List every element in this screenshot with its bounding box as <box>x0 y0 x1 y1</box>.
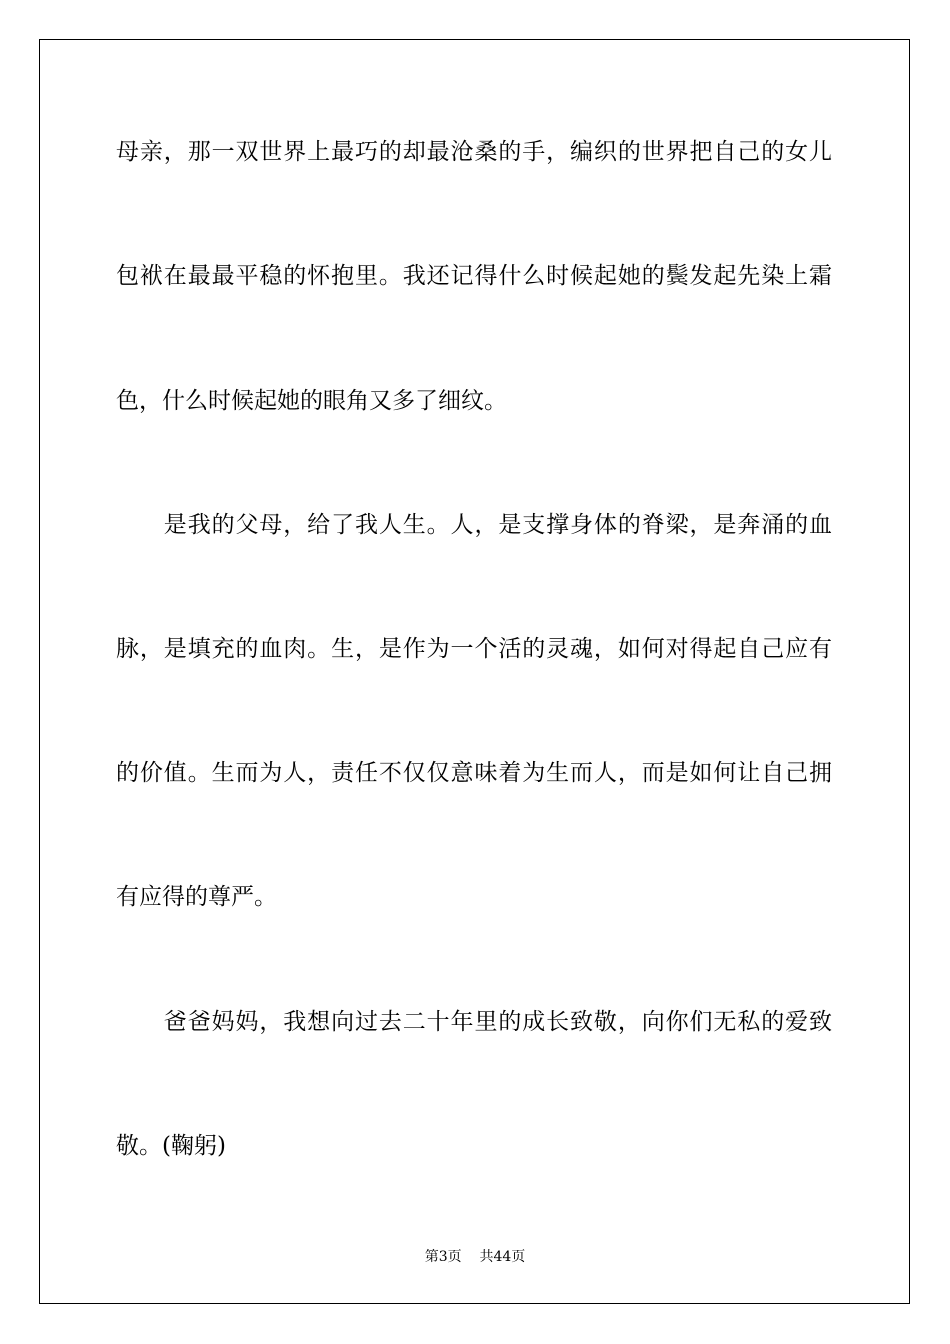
text-line: 的价值。生而为人，责任不仅仅意味着为生而人，而是如何让自己拥 <box>116 760 832 786</box>
text-line: 色，什么时候起她的眼角又多了细纹。 <box>116 388 507 414</box>
text-line: 有应得的尊严。 <box>116 884 277 910</box>
text-line: 母亲，那一双世界上最巧的却最沧桑的手，编织的世界把自己的女儿 <box>116 139 832 165</box>
page-footer <box>0 1248 950 1266</box>
text-line: 包袱在最最平稳的怀抱里。我还记得什么时候起她的鬓发起先染上霜 <box>116 263 832 289</box>
text-line: 脉，是填充的血肉。生，是作为一个活的灵魂，如何对得起自己应有 <box>116 636 832 662</box>
page-number: 第3页 <box>424 1249 462 1265</box>
page-total: 共44页 <box>479 1249 526 1265</box>
text-line: 是我的父母，给了我人生。人，是支撑身体的脊梁，是奔涌的血 <box>116 512 832 538</box>
page-border <box>39 39 910 1304</box>
text-line: 敬。(鞠躬) <box>116 1133 226 1159</box>
text-line: 爸爸妈妈，我想向过去二十年里的成长致敬，向你们无私的爱致 <box>116 1009 832 1035</box>
